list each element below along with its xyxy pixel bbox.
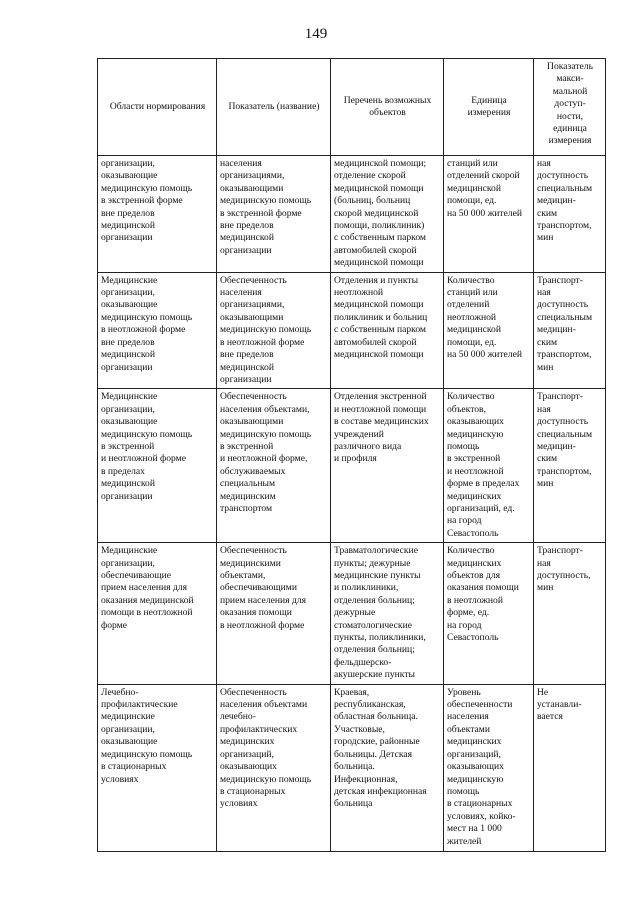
header-cell-unit: Единица измерения <box>444 59 534 156</box>
table-cell: Обеспеченность населения объектами, оказывающими медицинскую помощь в экстренной и неотложной форме, обслуживаемых специальным медицинским транспортом <box>217 389 331 543</box>
table-cell: Медицинские организации, оказывающие медицинскую помощь в экстренной и неотложной форме в пределах медицинской организации <box>98 389 217 543</box>
table-cell: Отделения и пункты неотложной медицинской помощи поликлиник и больниц с собственным парком автомобилей скорой медицинской помощи <box>331 272 444 389</box>
table-cell: Транспорт- ная доступность специальным медицин- ским транспортом, мин <box>534 389 606 543</box>
table-header-row <box>98 59 606 156</box>
table-row <box>98 156 606 273</box>
table-cell: Медицинские организации, оказывающие медицинскую помощь в неотложной форме вне пределов медицинской организации <box>98 272 217 389</box>
table-cell: ная доступность специальным медицин- ским транспортом, мин <box>534 156 606 273</box>
table-cell: Количество станций или отделений неотложной медицинской помощи, ед. на 50 000 жителей <box>444 272 534 389</box>
table-cell: населения организациями, оказывающими медицинскую помощь в экстренной форме вне пределов медицинской организации <box>217 156 331 273</box>
table-cell: Обеспеченность населения объектами лечебно- профилактических медицинских организаций, оказывающих медицинскую помощь в стационарных условиях <box>217 684 331 851</box>
table-cell: Обеспеченность населения организациями, оказывающими медицинскую помощь в неотложной форме вне пределов медицинской организации <box>217 272 331 389</box>
table-cell: станций или отделений скорой медицинской помощи, ед. на 50 000 жителей <box>444 156 534 273</box>
table-cell: организации, оказывающие медицинскую помощь в экстренной форме вне пределов медицинской организации <box>98 156 217 273</box>
table-cell: Обеспеченность медицинскими объектами, обеспечивающими прием населения для оказания помощи в неотложной форме <box>217 543 331 684</box>
table-cell: Количество объектов, оказывающих медицинскую помощь в экстренной и неотложной форме в пределах медицинских организаций, ед. на город Севастополь <box>444 389 534 543</box>
table-cell: Травматологические пункты; дежурные медицинские пункты и поликлиники, отделения больниц; дежурные стоматологические пункты, поликлиники, отделения больниц; фельдшерско- акушерские пункты <box>331 543 444 684</box>
table-row <box>98 543 606 684</box>
table-row <box>98 389 606 543</box>
table-cell: Транспорт- ная доступность, мин <box>534 543 606 684</box>
header-cell-area: Области нормирования <box>98 59 217 156</box>
norms-table <box>97 58 606 852</box>
table-row <box>98 684 606 851</box>
header-cell-indicator: Показатель (название) <box>217 59 331 156</box>
table-cell: Не устанавли- вается <box>534 684 606 851</box>
table-cell: Краевая, республиканская, областная больница. Участковые, городские, районные больницы. Детская больница. Инфекционная, детская инфекционная больница <box>331 684 444 851</box>
table-cell: Транспорт- ная доступность специальным медицин- ским транспортом, мин <box>534 272 606 389</box>
page-number: 149 <box>304 26 328 42</box>
table-row <box>98 272 606 389</box>
header-cell-accessibility: Показатель макси- мальной доступ- ности, единица измерения <box>534 59 606 156</box>
table-cell: Отделения экстренной и неотложной помощи в составе медицинских учреждений различного вида и профиля <box>331 389 444 543</box>
table-cell: медицинской помощи; отделение скорой медицинской помощи (больниц, больниц скорой медицинской помощи, поликлиник) с собственным парком автомобилей скорой медицинской помощи <box>331 156 444 273</box>
header-cell-objects: Перечень возможных объектов <box>331 59 444 156</box>
table-cell: Лечебно- профилактические медицинские организации, оказывающие медицинскую помощь в стационарных условиях <box>98 684 217 851</box>
table-cell: Количество медицинских объектов для оказания помощи в неотложной форме, ед. на город Севастополь <box>444 543 534 684</box>
table-cell: Уровень обеспеченности населения объектами медицинских организаций, оказывающих медицинскую помощь в стационарных условиях, койко- мест на 1 000 жителей <box>444 684 534 851</box>
table-cell: Медицинские организации, обеспечивающие прием населения для оказания медицинской помощи в неотложной форме <box>98 543 217 684</box>
